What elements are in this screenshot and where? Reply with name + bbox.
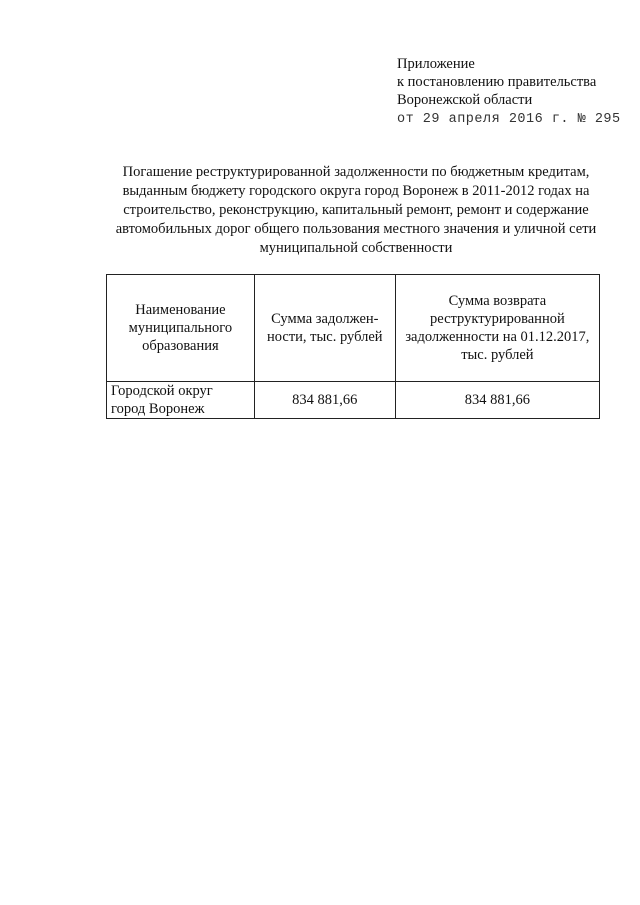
header-repayment-amount: Сумма возврата реструктурированной задолженности на 01.12.2017, тыс. рублей	[395, 275, 599, 382]
appendix-header	[397, 55, 632, 129]
appendix-line-2: к постановлению правительства	[397, 74, 597, 90]
table-header-row	[107, 275, 600, 382]
appendix-line-1: Приложение	[397, 56, 475, 72]
table-row	[107, 382, 600, 419]
header-municipality: Наименование муниципального образования	[107, 275, 255, 382]
cell-repayment-amount: 834 881,66	[395, 382, 599, 419]
resolution-date-stamp: от 29 апреля 2016 г. № 295	[397, 112, 621, 127]
header-debt-amount: Сумма задолжен-ности, тыс. рублей	[254, 275, 395, 382]
cell-debt-amount: 834 881,66	[254, 382, 395, 419]
debt-table	[106, 274, 600, 419]
document-title: Погашение реструктурированной задолженности по бюджетным кредитам, выданным бюджету городского округа город Воронеж в 2011-2012 годах на строительство, реконструкцию, капитальный ремонт, ремонт и содержание автомобильных дорог общего пользования местного значения и уличной сети муниципальной собственности	[115, 164, 597, 256]
cell-municipality-name: Городской округ город Воронеж	[107, 382, 255, 419]
appendix-line-3: Воронежской области	[397, 92, 533, 108]
